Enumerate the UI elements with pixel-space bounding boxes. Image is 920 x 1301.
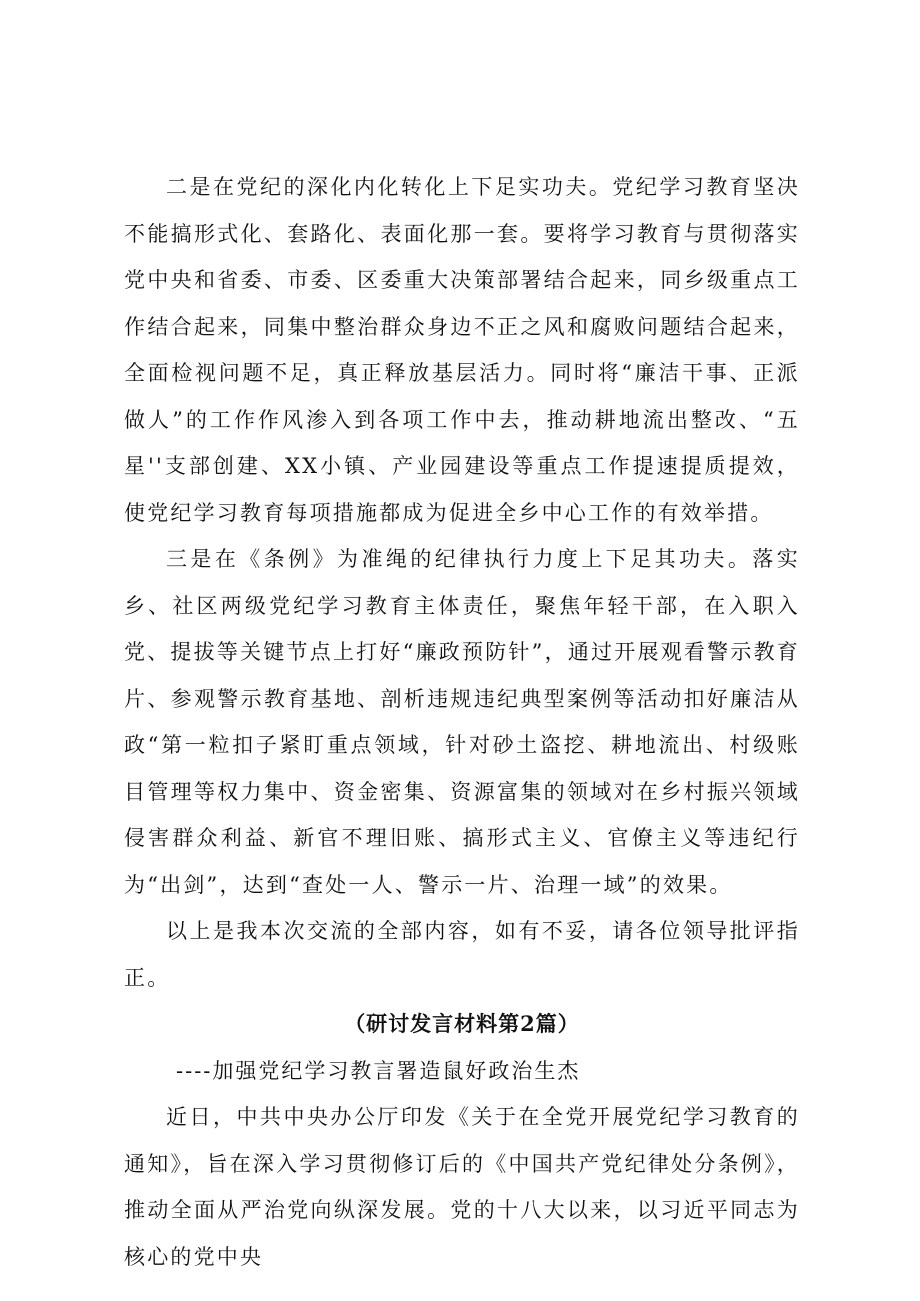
paragraph-notice-intro: 近日，中共中央办公厅印发《关于在全党开展党纪学习教育的通知》，旨在深入学习贯彻修订后的《中国共产党纪律处分条例》，推动全面从严治党向纵深发展。党的十八大以来，以习近平同志为核心的党中央 (124, 1105, 800, 1269)
paragraph-closing-remarks: 以上是我本次交流的全部内容，如有不妥，请各位领导批评指正。 (124, 919, 800, 990)
document-body (124, 164, 800, 1280)
section-title: （研讨发言材料第2篇） (344, 1011, 580, 1036)
paragraph-regulations-enforcement: 三是在《条例》为准绳的纪律执行力度上下足其功夫。落实乡、社区两级党纪学习教育主体责任，聚焦年轻干部，在入职入党、提拔等关键节点上打好“廉政预防针”，通过开展观看警示教育片、参观警示教育基地、剖析违规违纪典型案例等活动扣好廉洁从政“第一粒扣子紧盯重点领域，针对砂土盗挖、耕地流出、村级账目管理等权力集中、资金密集、资源富集的领域对在乡村振兴领域侵害群众利益、新官不理旧账、搞形式主义、官僚主义等违纪行为“出剑”，达到“查处一人、警示一片、治理一域”的效果。 (124, 547, 800, 897)
paragraph-party-discipline-internalization: 二是在党纪的深化内化转化上下足实功夫。党纪学习教育坚决不能搞形式化、套路化、表面化那一套。要将学习教育与贯彻落实党中央和省委、市委、区委重大决策部署结合起来，同乡级重点工作结合起来，同集中整治群众身边不正之风和腐败问题结合起来，全面检视问题不足，真正释放基层活力。同时将“廉洁干事、正派做人”的工作作风渗入到各项工作中去，推动耕地流出整改、“五星''支部创建、XX小镇、产业园建设等重点工作提速提质提效，使党纪学习教育每项措施都成为促进全乡中心工作的有效举措。 (124, 175, 800, 525)
section-subtitle: ----加强党纪学习教言署造鼠好政治生杰 (176, 1058, 581, 1083)
